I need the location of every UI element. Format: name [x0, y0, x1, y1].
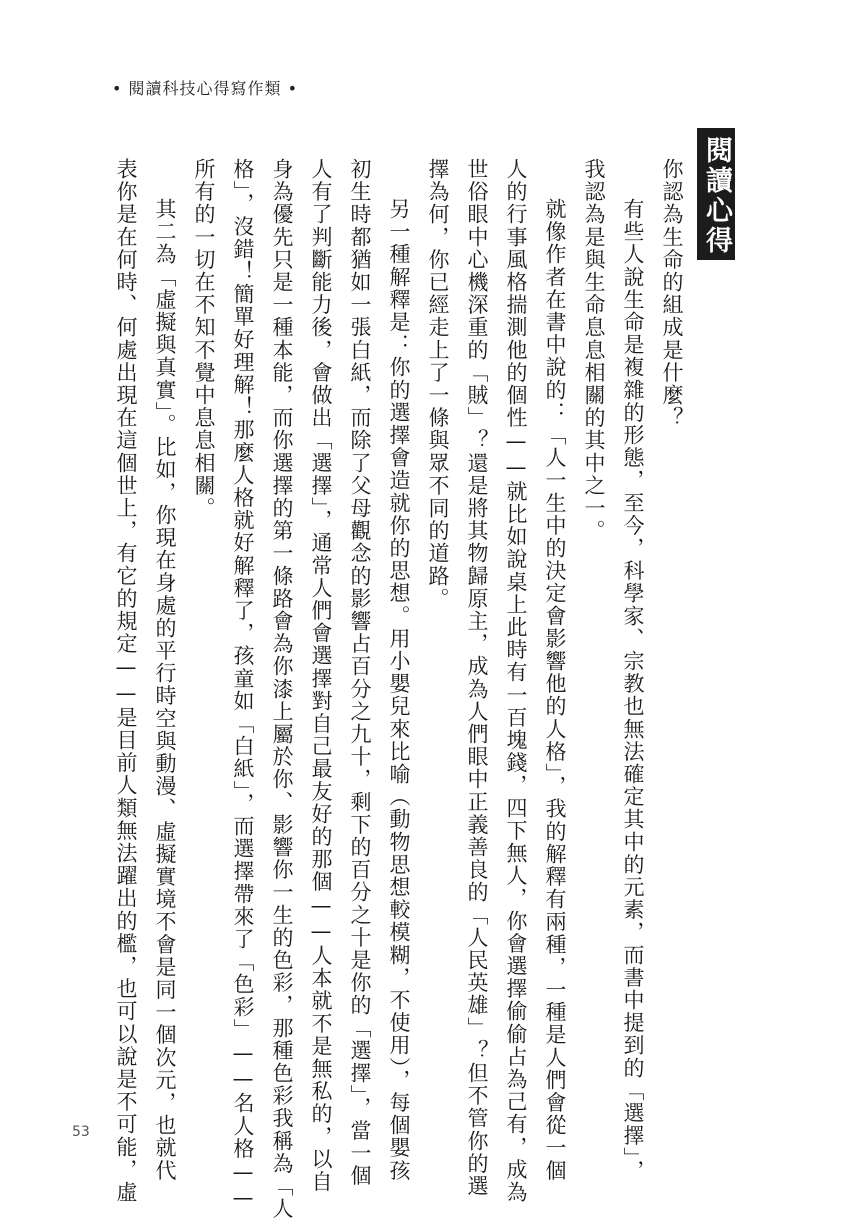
text-column: 我認為是與生命息息相關的其中之一。 [582, 158, 606, 543]
text-column: 你認為生命的組成是什麼？ [660, 158, 684, 430]
text-column: 所有的一切在不知不覺中息息相關。 [192, 158, 216, 520]
running-header: • 閱讀科技心得寫作類 • [112, 79, 299, 98]
page-number: 53 [72, 1124, 90, 1140]
text-column: 其二為「虛擬與真實」。比如，你現在身處的平行時空與動漫、虛擬實境不會是同一個次元，也就代 [153, 198, 177, 1182]
text-column: 擇為何，你已經走上了一條與眾不同的道路。 [426, 158, 450, 610]
text-column: 世俗眼中心機深重的「賊」？還是將其物歸原主，成為人們眼中正義善良的「人民英雄」？但不管你的選 [465, 158, 489, 1198]
text-column: 表你是在何時、何處出現在這個世上，有它的規定——是目前人類無法躍出的檻，也可以說是不可能，虛 [114, 158, 138, 1204]
text-column: 就像作者在書中說的：「人一生中的決定會影響他的人格」，我的解釋有兩種，一種是人們會從一個 [543, 198, 567, 1182]
text-column: 初生時都猶如一張白紙，而除了父母觀念的影響占百分之九十，剩下的百分之十是你的「選擇」，當一個 [348, 158, 372, 1188]
text-column: 另一種解釋是：你的選擇會造就你的思想。用小嬰兒來比喻（動物思想較模糊，不使用），每個嬰孩 [387, 198, 411, 1182]
text-column: 身為優先只是一種本能，而你選擇的第一條路會為你漆上屬於你、影響你一生的色彩，那種色彩我稱為「人 [270, 158, 294, 1220]
text-column: 人的行事風格揣測他的個性——就比如說桌上此時有一百塊錢，四下無人，你會選擇偷偷占為己有，成為 [504, 158, 528, 1204]
section-label-badge: 閱讀心得 [697, 128, 735, 260]
text-column: 格」，沒錯！簡單好理解！那麼人格就好解釋了，孩童如「白紙」，而選擇帶來了「色彩」——名人格—— [231, 158, 255, 1212]
text-column: 人有了判斷能力後，會做出「選擇」，通常人們會選擇對自己最友好的那個——人本就不是無私的，以自 [309, 158, 333, 1194]
text-column: 有些人說生命是複雜的形態，至今，科學家、宗教也無法確定其中的元素，而書中提到的「選擇」， [621, 198, 645, 1182]
